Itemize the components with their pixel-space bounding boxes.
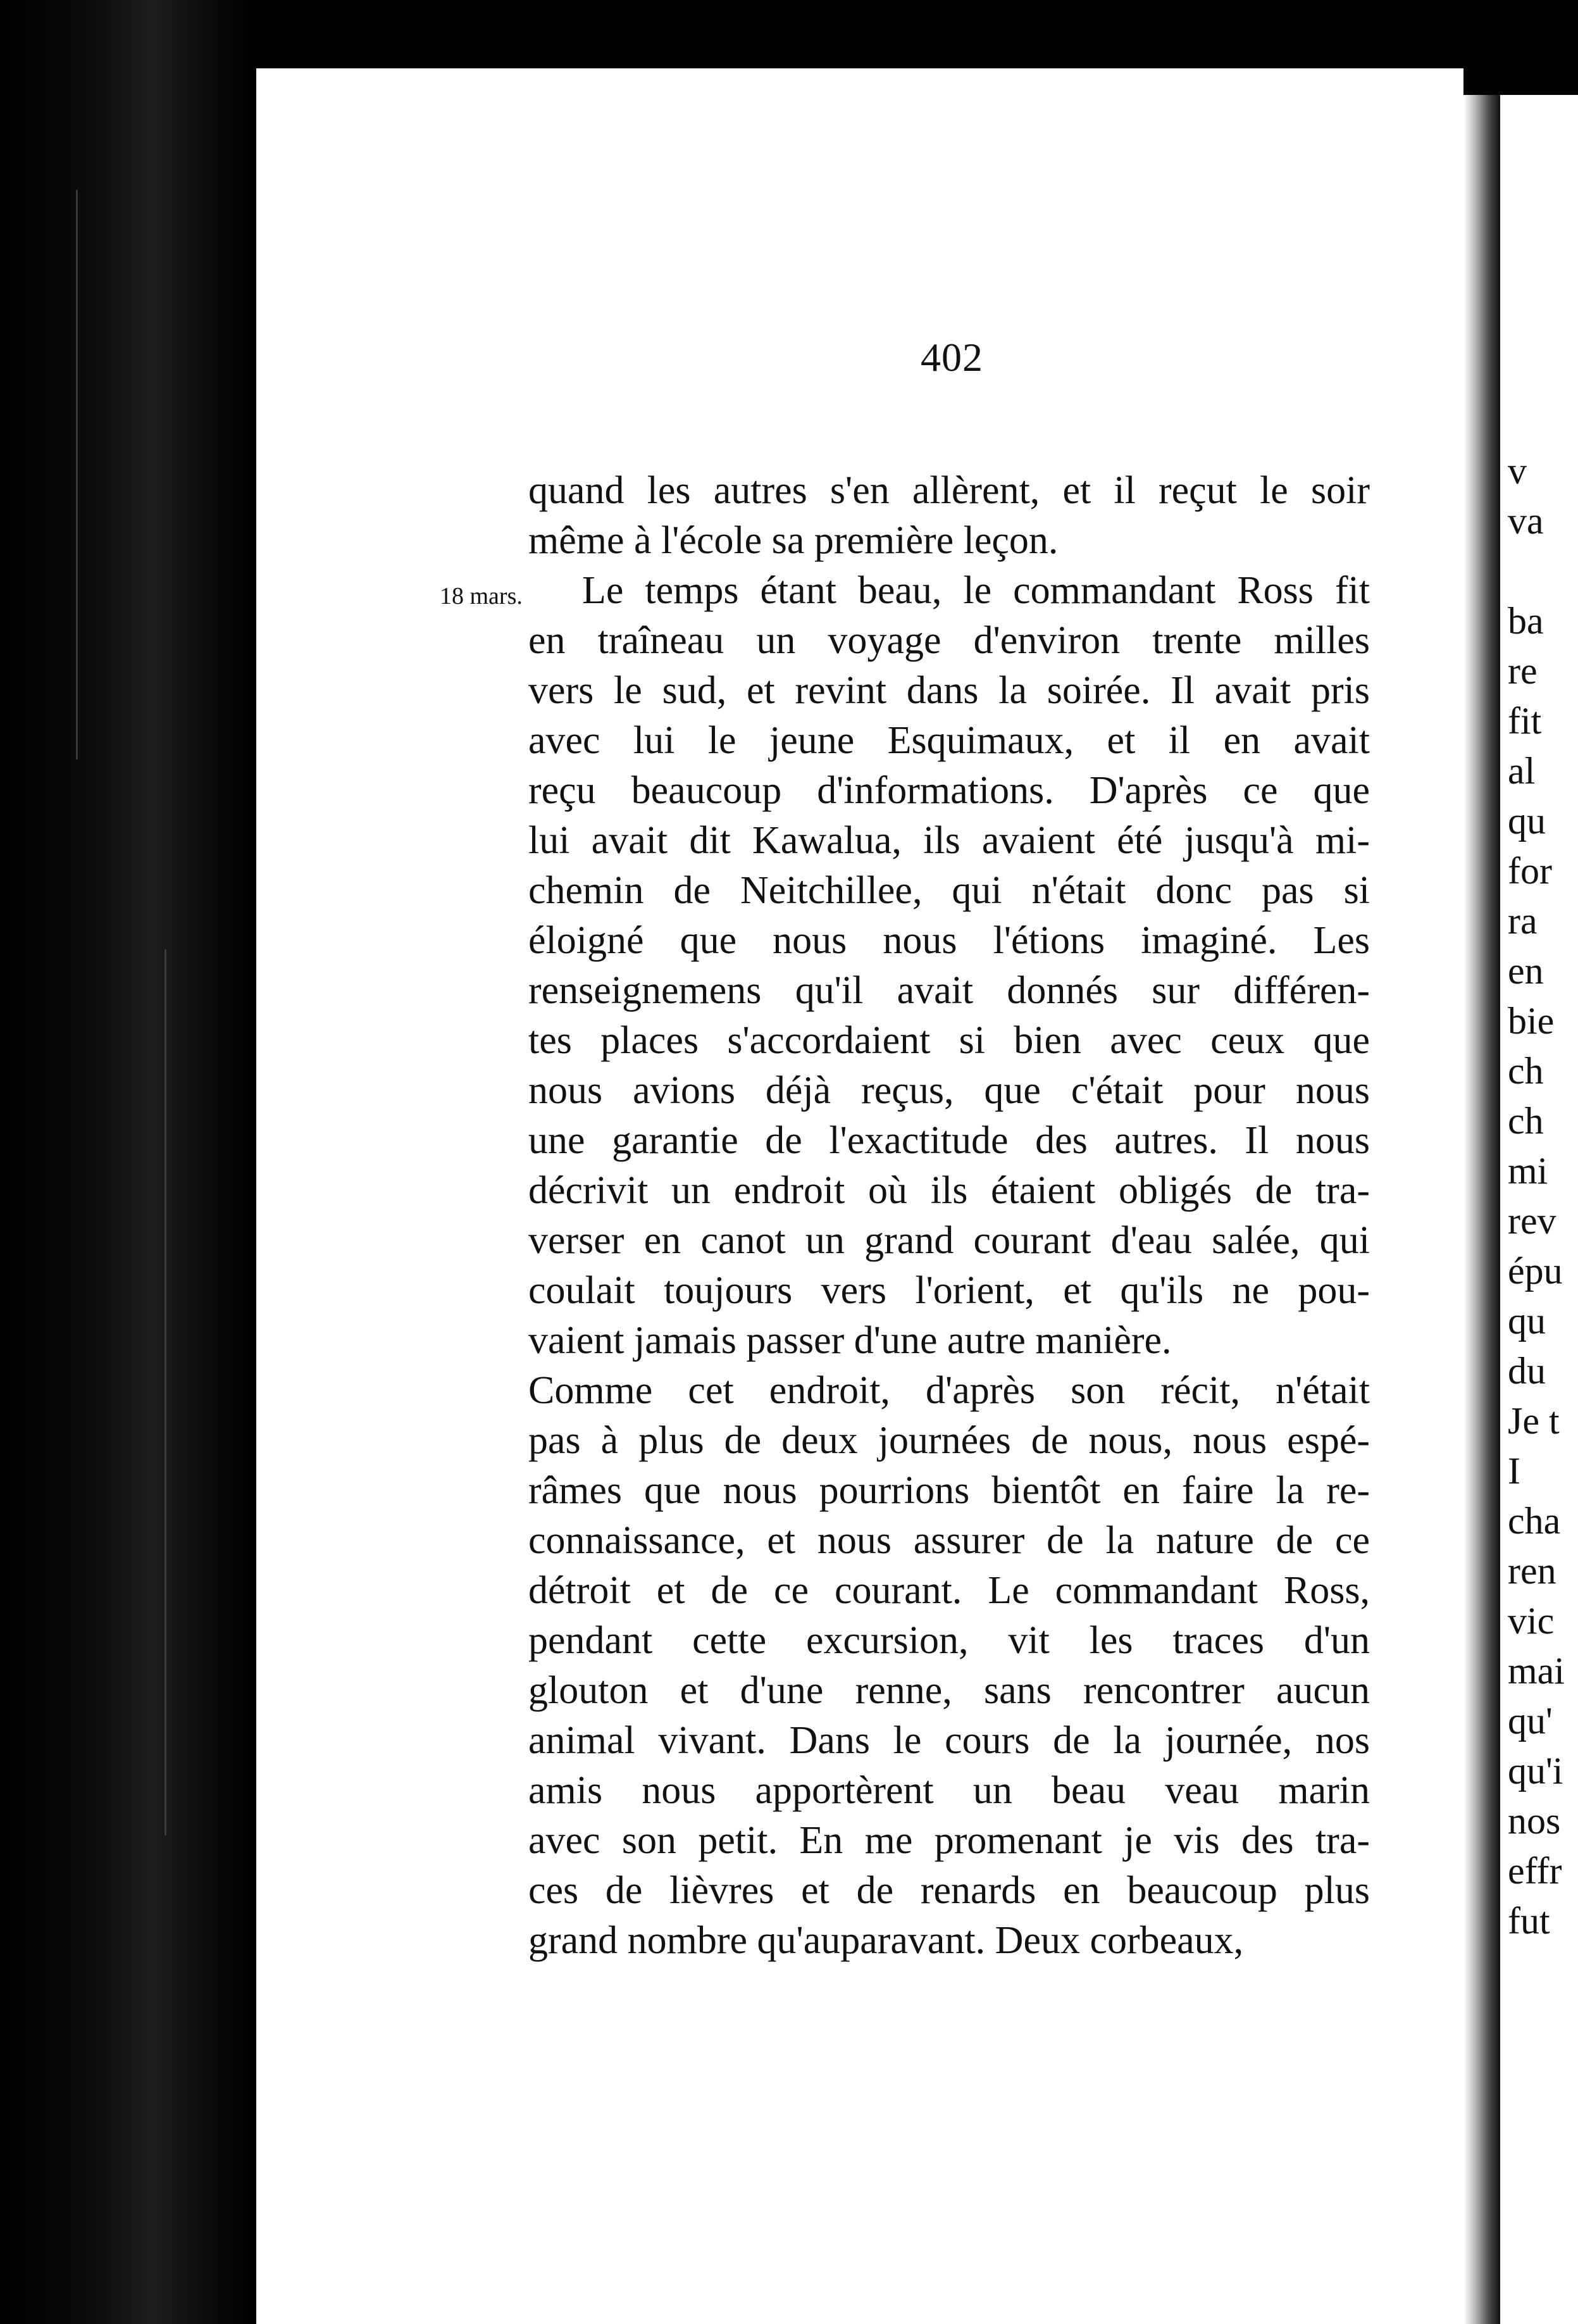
text-line: ces de lièvres et de renards en beaucoup plus xyxy=(528,1869,1370,1912)
page-gutter xyxy=(1463,95,1500,2324)
text-line: avec son petit. En me promenant je vis des tra- xyxy=(528,1819,1370,1862)
margin-date-note: 18 mars. xyxy=(440,583,523,609)
facing-page-fragment: ch xyxy=(1508,1050,1544,1092)
facing-page-fragment: al xyxy=(1508,750,1536,792)
text-line: grand nombre qu'auparavant. Deux corbeaux, xyxy=(528,1919,1244,1962)
facing-page-fragment: Je t xyxy=(1508,1400,1560,1442)
text-line: connaissance, et nous assurer de la nature de ce xyxy=(528,1519,1370,1562)
facing-page-fragment: cha xyxy=(1508,1500,1561,1542)
text-line: Comme cet endroit, d'après son récit, n'était xyxy=(528,1369,1370,1412)
facing-page-fragment: fut xyxy=(1508,1900,1550,1942)
text-line: quand les autres s'en allèrent, et il reçut le soir xyxy=(528,469,1370,512)
page-number: 402 xyxy=(921,335,983,380)
facing-page-fragment: rev xyxy=(1508,1200,1556,1242)
book-page xyxy=(256,68,1463,2324)
text-line: animal vivant. Dans le cours de la journée, nos xyxy=(528,1719,1370,1762)
facing-page-fragment: en xyxy=(1508,950,1544,992)
page-text xyxy=(528,466,1370,1966)
binding-streak xyxy=(165,949,166,1835)
text-line: nous avions déjà reçus, que c'était pour nous xyxy=(528,1069,1370,1112)
text-line: vers le sud, et revint dans la soirée. Il avait pris xyxy=(528,669,1370,712)
facing-page-fragment: fit xyxy=(1508,700,1542,742)
text-line: détroit et de ce courant. Le commandant Ross, xyxy=(528,1569,1370,1612)
text-line: chemin de Neitchillee, qui n'était donc pas si xyxy=(528,869,1370,912)
text-line: tes places s'accordaient si bien avec ceux que xyxy=(528,1019,1370,1062)
facing-page-fragment: du xyxy=(1508,1350,1546,1392)
text-line: renseignemens qu'il avait donnés sur différen- xyxy=(528,969,1370,1012)
facing-page-fragment: vic xyxy=(1508,1600,1555,1642)
text-line: pas à plus de deux journées de nous, nous espé- xyxy=(528,1419,1370,1462)
facing-page-fragment: épu xyxy=(1508,1250,1563,1292)
facing-page xyxy=(1500,95,1578,2324)
facing-page-fragment: bie xyxy=(1508,1000,1555,1042)
text-line: reçu beaucoup d'informations. D'après ce que xyxy=(528,769,1370,812)
text-line: verser en canot un grand courant d'eau salée, qui xyxy=(528,1219,1370,1262)
facing-page-fragment: ba xyxy=(1508,600,1544,642)
facing-page-fragment: effr xyxy=(1508,1850,1562,1892)
facing-page-fragment: qu' xyxy=(1508,1700,1553,1742)
facing-page-fragment: re xyxy=(1508,650,1538,692)
text-line: Le temps étant beau, le commandant Ross fit xyxy=(582,569,1370,612)
facing-page-fragment: mi xyxy=(1508,1150,1548,1192)
text-line: décrivit un endroit où ils étaient obligés de tra- xyxy=(528,1169,1370,1212)
text-line: éloigné que nous nous l'étions imaginé. Les xyxy=(528,919,1370,962)
binding-streak xyxy=(76,190,78,759)
text-line: même à l'école sa première leçon. xyxy=(528,519,1059,562)
text-line: râmes que nous pourrions bientôt en faire la re- xyxy=(528,1469,1370,1512)
text-line: glouton et d'une renne, sans rencontrer aucun xyxy=(528,1669,1370,1712)
facing-page-fragment: mai xyxy=(1508,1650,1565,1692)
facing-page-fragment: nos xyxy=(1508,1800,1561,1842)
facing-page-fragment: qu'i xyxy=(1508,1750,1563,1792)
facing-page-fragment: ra xyxy=(1508,900,1538,942)
facing-page-fragment: va xyxy=(1508,500,1544,542)
facing-page-fragment: ch xyxy=(1508,1100,1544,1142)
text-line: amis nous apportèrent un beau veau marin xyxy=(528,1769,1370,1812)
text-line: coulait toujours vers l'orient, et qu'ils ne pou- xyxy=(528,1269,1370,1312)
facing-page-fragment: for xyxy=(1508,850,1552,892)
facing-page-fragment: qu xyxy=(1508,800,1546,842)
facing-page-fragment: v xyxy=(1508,450,1527,492)
facing-page-fragment: ren xyxy=(1508,1550,1556,1592)
book-binding xyxy=(0,0,253,2324)
text-line: avec lui le jeune Esquimaux, et il en avait xyxy=(528,719,1370,762)
text-line: une garantie de l'exactitude des autres. Il nous xyxy=(528,1119,1370,1162)
text-line: pendant cette excursion, vit les traces d'un xyxy=(528,1619,1370,1662)
text-line: en traîneau un voyage d'environ trente milles xyxy=(528,619,1370,662)
facing-page-fragment: I xyxy=(1508,1450,1520,1492)
facing-page-fragment: qu xyxy=(1508,1300,1546,1342)
text-line: vaient jamais passer d'une autre manière. xyxy=(528,1319,1172,1362)
text-line: lui avait dit Kawalua, ils avaient été jusqu'à mi- xyxy=(528,819,1370,862)
